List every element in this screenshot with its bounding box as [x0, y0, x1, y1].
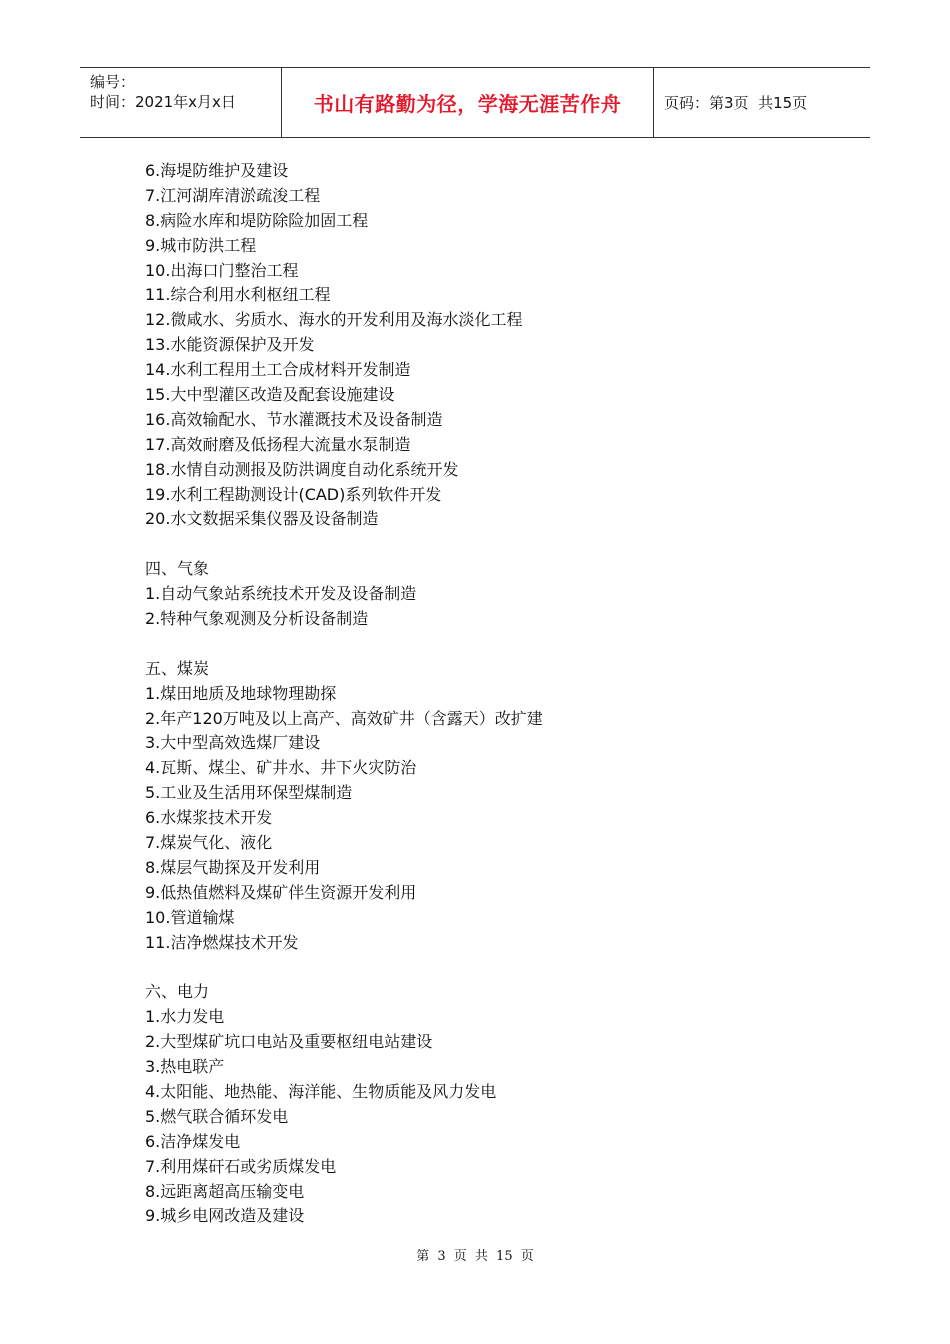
list-item: 6.水煤浆技术开发	[145, 808, 273, 828]
section-heading: 四、气象	[145, 559, 210, 579]
blank-line	[145, 956, 845, 981]
time-label: 时间：2021年x月x日	[90, 93, 236, 111]
list-item: 7.利用煤矸石或劣质煤发电	[145, 1156, 337, 1176]
list-item: 11.综合利用水利枢纽工程	[145, 285, 331, 305]
document-body	[145, 159, 845, 1229]
list-item: 1.自动气象站系统技术开发及设备制造	[145, 584, 417, 604]
list-item: 6.海堤防维护及建设	[145, 161, 289, 180]
list-item: 13.水能资源保护及开发	[145, 335, 315, 355]
list-item: 17.高效耐磨及低扬程大流量水泵制造	[145, 434, 411, 454]
list-item: 8.远距离超高压输变电	[145, 1181, 305, 1201]
list-item: 4.太阳能、地热能、海洋能、生物质能及风力发电	[145, 1081, 497, 1101]
blank-line	[145, 532, 845, 557]
list-item: 9.城乡电网改造及建设	[145, 1206, 305, 1226]
header-motto-cell	[282, 68, 654, 137]
section-heading: 五、煤炭	[145, 658, 210, 678]
blank-line	[145, 632, 845, 657]
list-item: 3.大中型高效选煤厂建设	[145, 733, 321, 753]
list-item: 19.水利工程勘测设计(CAD)系列软件开发	[145, 484, 442, 504]
list-item: 11.洁净燃煤技术开发	[145, 932, 299, 952]
list-item: 7.江河湖库清淤疏浚工程	[145, 185, 321, 205]
list-item: 6.洁净煤发电	[145, 1131, 241, 1151]
header-meta	[80, 68, 282, 137]
list-item: 16.高效输配水、节水灌溉技术及设备制造	[145, 409, 443, 429]
list-item: 8.病险水库和堤防除险加固工程	[145, 210, 369, 230]
list-item: 2.特种气象观测及分析设备制造	[145, 609, 369, 629]
list-item: 10.出海口门整治工程	[145, 260, 299, 280]
list-item: 3.热电联产	[145, 1057, 225, 1077]
list-item: 9.城市防洪工程	[145, 235, 257, 255]
section-heading: 六、电力	[145, 982, 210, 1002]
motto: 书山有路勤为径，学海无涯苦作舟	[313, 92, 622, 116]
list-item: 2.大型煤矿坑口电站及重要枢纽电站建设	[145, 1032, 433, 1052]
list-item: 10.管道输煤	[145, 907, 235, 927]
list-item: 7.煤炭气化、液化	[145, 833, 273, 853]
list-item: 2.年产120万吨及以上高产、高效矿井（含露天）改扩建	[145, 708, 543, 728]
list-item: 5.燃气联合循环发电	[145, 1106, 289, 1126]
list-item: 1.煤田地质及地球物理勘探	[145, 683, 337, 703]
list-item: 4.瓦斯、煤尘、矿井水、井下火灾防治	[145, 758, 417, 778]
list-item: 14.水利工程用土工合成材料开发制造	[145, 360, 411, 380]
page-info: 页码：第3页 共15页	[664, 94, 808, 112]
list-item: 18.水情自动测报及防洪调度自动化系统开发	[145, 459, 459, 479]
list-item: 12.微咸水、劣质水、海水的开发利用及海水淡化工程	[145, 310, 523, 330]
page-footer: 第 3 页 共 15 页	[416, 1249, 534, 1264]
list-item: 9.低热值燃料及煤矿伴生资源开发利用	[145, 882, 417, 902]
list-item: 20.水文数据采集仪器及设备制造	[145, 509, 379, 529]
page-header	[80, 67, 870, 138]
list-item: 1.水力发电	[145, 1007, 225, 1027]
list-item: 8.煤层气勘探及开发利用	[145, 857, 321, 877]
list-item: 15.大中型灌区改造及配套设施建设	[145, 385, 395, 405]
number-label: 编号：	[90, 73, 136, 91]
list-item: 5.工业及生活用环保型煤制造	[145, 783, 353, 803]
